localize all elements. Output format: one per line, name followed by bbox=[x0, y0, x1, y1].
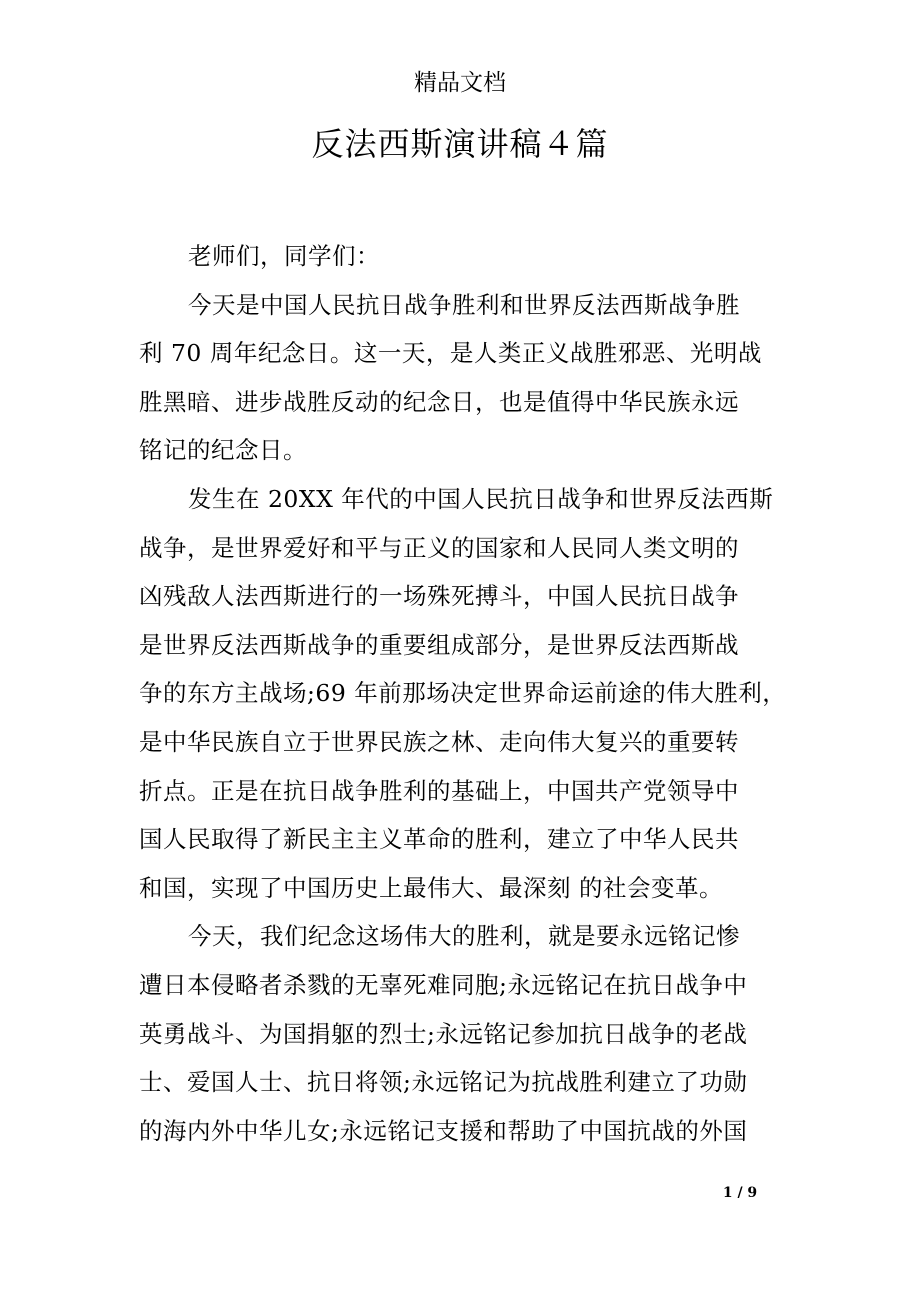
paragraph-line: 凶残敌人法西斯进行的一场殊死搏斗，中国人民抗日战争 bbox=[139, 582, 739, 611]
paragraph-line: 遭日本侵略者杀戮的无辜死难同胞;永远铭记在抗日战争中 bbox=[139, 970, 748, 999]
document-body bbox=[139, 232, 799, 1155]
paragraph-line: 国人民取得了新民主主义革命的胜利，建立了中华人民共 bbox=[139, 825, 739, 854]
paragraph-line: 争的东方主战场;69 年前那场决定世界命运前途的伟大胜利， bbox=[139, 679, 787, 708]
paragraph-line: 是中华民族自立于世界民族之林、走向伟大复兴的重要转 bbox=[139, 727, 739, 756]
paragraph-line: 发生在 20XX 年代的中国人民抗日战争和世界反法西斯 bbox=[188, 484, 774, 513]
paragraph-line: 的海内外中华儿女;永远铭记支援和帮助了中国抗战的外国 bbox=[139, 1116, 748, 1145]
paragraph-line: 和国，实现了中国历史上最伟大、最深刻 的社会变革。 bbox=[139, 873, 723, 902]
paragraph-line: 胜黑暗、进步战胜反动的纪念日，也是值得中华民族永远 bbox=[139, 387, 739, 416]
page-header: 精品文档 bbox=[414, 70, 506, 96]
paragraph-line: 今天是中国人民抗日战争胜利和世界反法西斯战争胜 bbox=[188, 290, 740, 319]
paragraph-line: 是世界反法西斯战争的重要组成部分，是世界反法西斯战 bbox=[139, 630, 739, 659]
paragraph-line: 折点。正是在抗日战争胜利的基础上，中国共产党领导中 bbox=[139, 776, 739, 805]
paragraph-line: 利 70 周年纪念日。这一天，是人类正义战胜邪恶、光明战 bbox=[139, 339, 762, 368]
paragraph-line: 士、爱国人士、抗日将领;永远铭记为抗战胜利建立了功勋 bbox=[139, 1068, 748, 1097]
paragraph-line: 今天，我们纪念这场伟大的胜利，就是要永远铭记惨 bbox=[188, 922, 740, 951]
paragraph-line: 英勇战斗、为国捐躯的烈士;永远铭记参加抗日战争的老战 bbox=[139, 1019, 748, 1048]
salutation-line: 老师们，同学们： bbox=[188, 242, 380, 270]
document-title: 反法西斯演讲稿４篇 bbox=[311, 125, 609, 163]
paragraph-line: 铭记的纪念日。 bbox=[139, 436, 307, 465]
page-number: 1 / 9 bbox=[722, 1185, 758, 1201]
paragraph-line: 战争，是世界爱好和平与正义的国家和人民同人类文明的 bbox=[139, 533, 739, 562]
